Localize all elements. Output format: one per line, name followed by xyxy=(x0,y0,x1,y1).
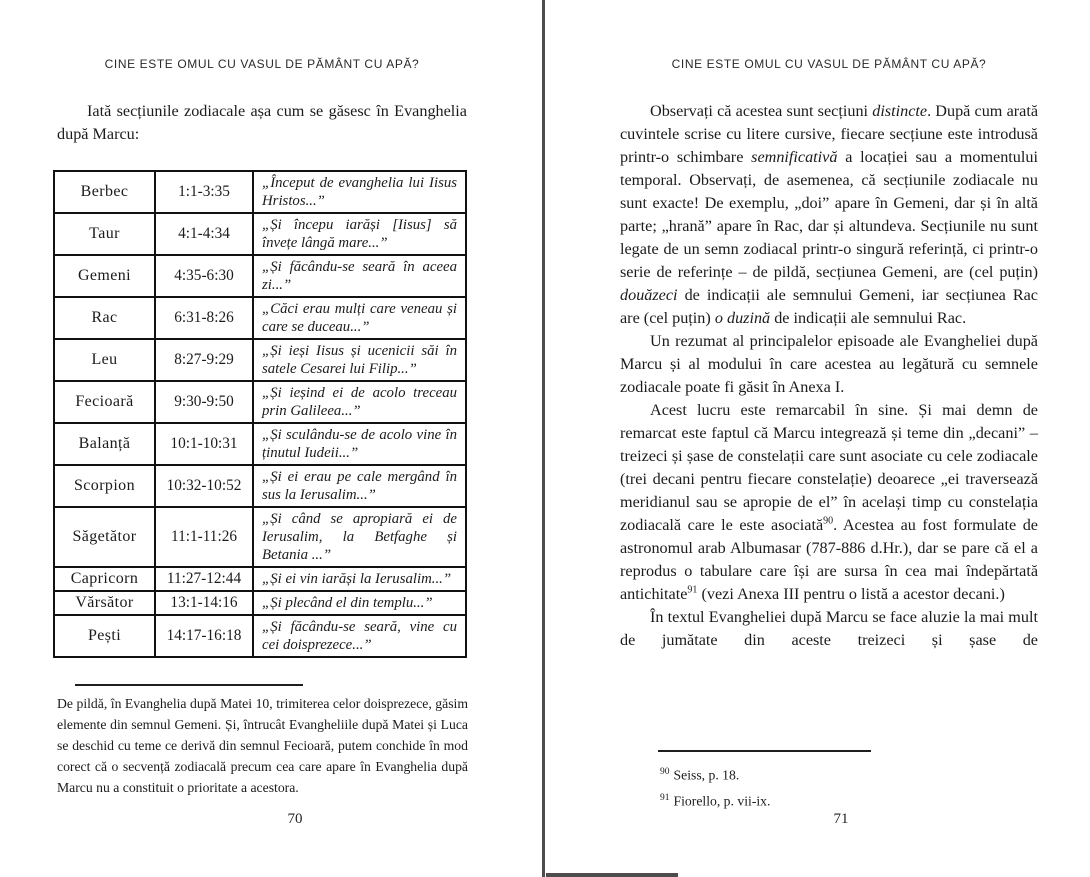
sign-cell: Rac xyxy=(54,297,155,339)
body-paragraph-4: În textul Evangheliei după Marcu se face aluzie la mai mult de jumătate din aceste treizeci și șase de xyxy=(620,608,1038,649)
sign-cell: Balanță xyxy=(54,423,155,465)
footnote-separator xyxy=(75,684,303,686)
body-paragraph-2: Un rezumat al principalelor episoade ale Evangheliei după Marcu și al modului în care acestea au legătură cu semnele zodiacale poate fi găsit în Anexa I. xyxy=(620,332,1038,396)
footnote-area-right xyxy=(620,750,1038,812)
sign-cell: Pești xyxy=(54,615,155,657)
page-left xyxy=(0,0,540,877)
reference-cell: 8:27-9:29 xyxy=(155,339,253,381)
reference-cell: 1:1-3:35 xyxy=(155,171,253,213)
footnote-list xyxy=(620,761,1038,812)
gutter-divider xyxy=(542,0,545,877)
table-row xyxy=(54,339,466,381)
quote-cell: „Și făcându-se seară, vine cu cei doisprezece...” xyxy=(253,615,466,657)
sign-cell: Taur xyxy=(54,213,155,255)
reference-cell: 10:32-10:52 xyxy=(155,465,253,507)
table-row xyxy=(54,423,466,465)
page-right xyxy=(546,0,1090,877)
table-row xyxy=(54,381,466,423)
quote-cell: „Și ei erau pe cale mergând în sus la Ierusalim...” xyxy=(253,465,466,507)
quote-cell: „Și plecând el din templu...” xyxy=(253,591,466,615)
sign-cell: Leu xyxy=(54,339,155,381)
quote-cell: „Și începu iarăși [Iisus] să învețe lângă mare...” xyxy=(253,213,466,255)
quote-cell: „Căci erau mulți care veneau și care se duceau...” xyxy=(253,297,466,339)
reference-cell: 4:1-4:34 xyxy=(155,213,253,255)
quote-cell: „Și sculându-se de acolo vine în ținutul Iudeii...” xyxy=(253,423,466,465)
sign-cell: Vărsător xyxy=(54,591,155,615)
table-row xyxy=(54,171,466,213)
reference-cell: 11:27-12:44 xyxy=(155,567,253,591)
footnote-item-text: Fiorello, p. vii-ix. xyxy=(673,793,771,809)
table-row xyxy=(54,615,466,657)
body-paragraph-3: Acest lucru este remarcabil în sine. Și mai demn de remarcat este faptul că Marcu integrează și teme din „decani” – treizeci și șase de constelații care sunt asociate cu cele zodiacale (trei decani pentru fiecare constelație) deoarece „ei traversează meridianul sau se apropie de el” în același timp cu constelația zodiacală care le este asociată$^{90}$. Acestea au fost formulate de astronomul arab Albumasar (787-886 d.Hr.), dar se pare că el a reprodus o tabulare care își are sursa în cea mai îndepărtată antichitate$^{91}$ (vezi Anexa III pentru o listă a acestor decani.) xyxy=(620,401,1038,603)
gutter-smudge xyxy=(546,873,678,877)
footnote-item xyxy=(620,787,1038,813)
reference-cell: 9:30-9:50 xyxy=(155,381,253,423)
footnote-separator xyxy=(658,750,871,752)
reference-cell: 6:31-8:26 xyxy=(155,297,253,339)
intro-paragraph: Iată secțiunile zodiacale așa cum se găsesc în Evanghelia după Marcu: xyxy=(57,102,467,143)
sign-cell: Scorpion xyxy=(54,465,155,507)
quote-cell: „Și ieși Iisus și ucenicii săi în satele Cesarei lui Filip...” xyxy=(253,339,466,381)
footnote-marker: 90 xyxy=(660,767,670,777)
footnote-item-text: Seiss, p. 18. xyxy=(673,767,740,783)
footnote-item xyxy=(620,761,1038,787)
footnote-text: De pildă, în Evanghelia după Matei 10, trimiterea celor doisprezece, găsim elemente din semnul Gemeni. Și, întrucât Evangheliile după Matei și Luca se deschid cu teme ce derivă din semnul Fecioară, putem conchide în mod corect că o secvență zodiacală precum cea care apare în Evanghelia după Marcu nu a constituit o prioritate a acestora. xyxy=(57,696,468,795)
quote-cell: „Și când se apropiară ei de Ierusalim, la Betfaghe și Betania ...” xyxy=(253,507,466,567)
table-row xyxy=(54,213,466,255)
quote-cell: „Și făcându-se seară în aceea zi...” xyxy=(253,255,466,297)
body-text xyxy=(620,100,1038,652)
running-header-left: CINE ESTE OMUL CU VASUL DE PĂMÂNT CU APĂ? xyxy=(104,57,420,71)
zodiac-table xyxy=(53,170,467,658)
footnote-area-left xyxy=(57,684,468,798)
body-paragraph-1: Observați că acestea sunt secțiuni distincte. După cum arată cuvintele scrise cu litere cursive, fiecare secțiune este introdusă printr-o schimbare semnificativă a locației sau a momentului temporal. Observați, de asemenea, că secțiunile zodiacale nu sunt exacte! De exemplu, „doi” apare în Gemeni, dar și în altă parte; „hrană” apare în Rac, dar și altundeva. Secțiunile nu sunt legate de un semn zodiacal printr-o singură referință, ci printr-o serie de referințe – de pildă, secțiunea Gemeni, are (cel puțin) douăzeci de indicații ale semnului Gemeni, iar secțiunea Rac are (cel puțin) o duzină de indicații ale semnului Rac. xyxy=(620,102,1039,327)
footnote-marker: 91 xyxy=(660,792,670,803)
table-row xyxy=(54,507,466,567)
table-row xyxy=(54,591,466,615)
sign-cell: Capricorn xyxy=(54,567,155,591)
reference-cell: 14:17-16:18 xyxy=(155,615,253,657)
page-number-left: 70 xyxy=(287,811,303,827)
quote-cell: „Și ei vin iarăși la Ierusalim...” xyxy=(253,567,466,591)
table-row xyxy=(54,465,466,507)
table-row xyxy=(54,255,466,297)
table-row xyxy=(54,567,466,591)
zodiac-table-body xyxy=(54,171,466,657)
quote-cell: „Și ieșind ei de acolo treceau prin Galileea...” xyxy=(253,381,466,423)
sign-cell: Gemeni xyxy=(54,255,155,297)
running-header-right: CINE ESTE OMUL CU VASUL DE PĂMÂNT CU APĂ? xyxy=(671,57,987,71)
reference-cell: 11:1-11:26 xyxy=(155,507,253,567)
reference-cell: 10:1-10:31 xyxy=(155,423,253,465)
reference-cell: 4:35-6:30 xyxy=(155,255,253,297)
sign-cell: Berbec xyxy=(54,171,155,213)
quote-cell: „Început de evanghelia lui Iisus Hristos...” xyxy=(253,171,466,213)
sign-cell: Săgetător xyxy=(54,507,155,567)
reference-cell: 13:1-14:16 xyxy=(155,591,253,615)
page-number-right: 71 xyxy=(833,811,849,827)
table-row xyxy=(54,297,466,339)
sign-cell: Fecioară xyxy=(54,381,155,423)
